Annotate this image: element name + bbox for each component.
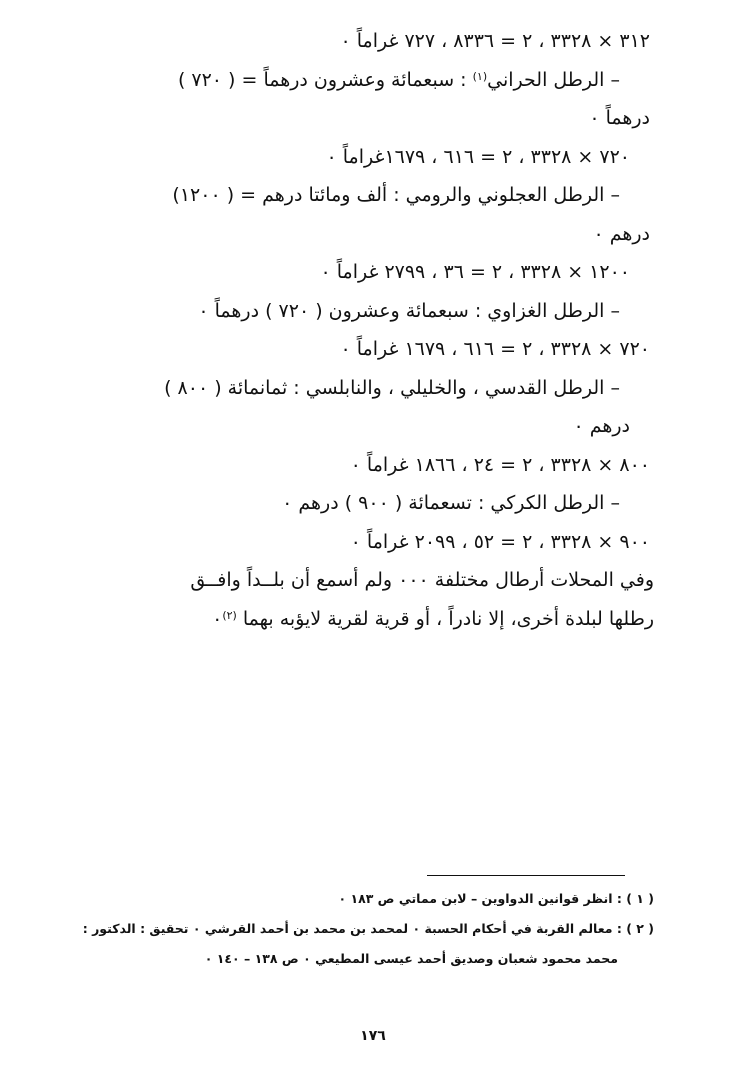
main-text xyxy=(100,22,654,638)
paragraph-line-1: وفي المحلات أرطال مختلفة ٠٠٠ ولم أسمع أن بلــداً وافــق xyxy=(190,569,654,591)
definition-ghazawi: – الرطل الغزاوي : سبعمائة وعشرون ( ٧٢٠ ) درهماً ٠ xyxy=(198,299,620,322)
harrani-label: – الرطل الحراني xyxy=(487,68,620,91)
calc-line-1: ٣١٢ × ٣٣٢٨ ، ٢ = ٨٣٣٦ ، ٧٢٧ غراماً ٠ xyxy=(340,30,650,52)
footnote-2-continuation: محمد محمود شعبان وصديق أحمد عيسى المطيعي ٠ ص ١٣٨ – ١٤٠ ٠ xyxy=(204,951,618,966)
definition-ajlouni: – الرطل العجلوني والرومي : ألف ومائتا درهم = ( ١٢٠٠) xyxy=(172,184,620,206)
footnote-ref-2[interactable]: (٢) xyxy=(222,608,237,622)
harrani-value: : سبعمائة وعشرون درهماً = ( ٧٢٠ ) xyxy=(177,68,467,91)
calc-line-5: ٨٠٠ × ٣٣٢٨ ، ٢ = ٢٤ ، ١٨٦٦ غراماً ٠ xyxy=(350,453,650,476)
calc-line-3: ١٢٠٠ × ٣٣٢٨ ، ٢ = ٣٦ ، ٢٧٩٩ غراماً ٠ xyxy=(320,261,630,283)
page-number: ١٧٦ xyxy=(360,1028,386,1044)
definition-harrani xyxy=(100,61,654,100)
footnote-1: ( ١ ) : انظر قوانين الدواوين – لابن مماتي ص ١٨٣ ٠ xyxy=(338,891,654,906)
footnote-ref-1[interactable]: (١) xyxy=(472,69,488,83)
calc-line-2: ٧٢٠ × ٣٣٢٨ ، ٢ = ٦١٦ ، ١٦٧٩غراماً ٠ xyxy=(326,145,630,168)
continuation-ajlouni: درهم ٠ xyxy=(593,222,650,245)
calc-line-6: ٩٠٠ × ٣٣٢٨ ، ٢ = ٥٢ ، ٢٠٩٩ غراماً ٠ xyxy=(350,530,650,553)
definition-qudsi: – الرطل القدسي ، والخليلي ، والنابلسي : ثمانمائة ( ٨٠٠ ) xyxy=(164,376,620,399)
continuation-harrani: درهماً ٠ xyxy=(589,107,650,129)
paragraph-line-2-end: ٠ xyxy=(212,607,223,630)
calc-line-4: ٧٢٠ × ٣٣٢٨ ، ٢ = ٦١٦ ، ١٦٧٩ غراماً ٠ xyxy=(340,338,650,360)
continuation-qudsi: درهم ٠ xyxy=(573,415,630,437)
footnote-separator xyxy=(427,875,625,876)
footnote-2: ( ٢ ) : معالم القربة في أحكام الحسبة ٠ لمحمد بن محمد بن أحمد القرشي ٠ تحقيق : الدكتور : xyxy=(82,921,654,936)
definition-karaki: – الرطل الكركي : تسعمائة ( ٩٠٠ ) درهم ٠ xyxy=(282,492,620,514)
paragraph-line-2 xyxy=(100,600,654,639)
footnotes xyxy=(82,884,654,974)
paragraph-line-2-text: رطلها لبلدة أخرى، إلا نادراً ، أو قرية لقرية لايؤبه بهما xyxy=(242,607,654,630)
